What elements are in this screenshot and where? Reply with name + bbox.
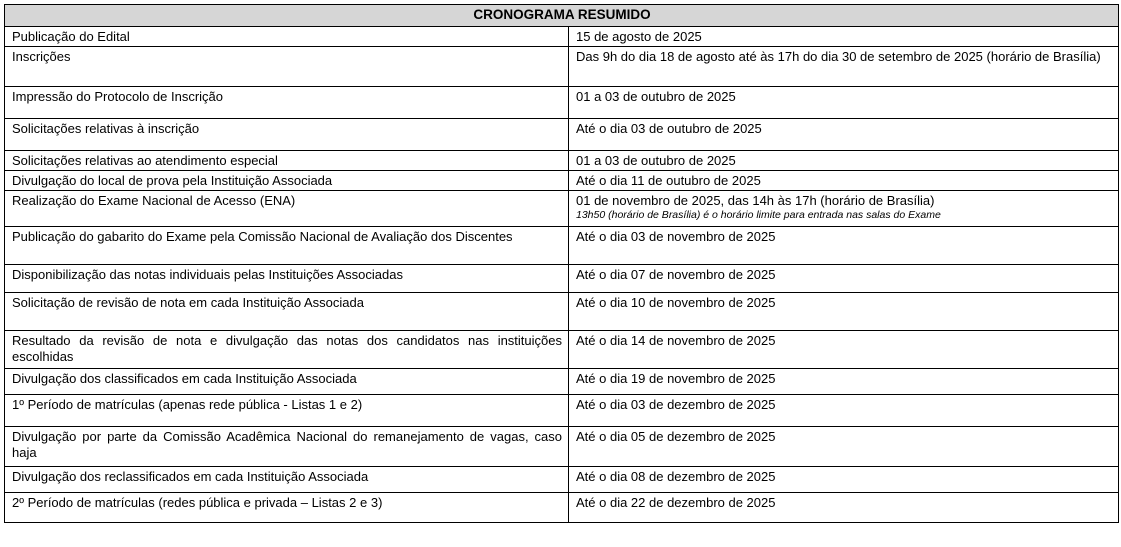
event-cell: Solicitações relativas ao atendimento especial [5, 151, 569, 171]
date-cell: 15 de agosto de 2025 [569, 27, 1119, 47]
table-title: CRONOGRAMA RESUMIDO [5, 5, 1119, 27]
table-row [5, 87, 1119, 119]
table-row [5, 467, 1119, 493]
event-cell: Divulgação dos classificados em cada Instituição Associada [5, 369, 569, 395]
date-cell: Até o dia 03 de dezembro de 2025 [569, 395, 1119, 427]
date-cell: Até o dia 07 de novembro de 2025 [569, 265, 1119, 293]
event-cell: Publicação do gabarito do Exame pela Comissão Nacional de Avaliação dos Discentes [5, 227, 569, 265]
event-cell: Disponibilização das notas individuais pelas Instituições Associadas [5, 265, 569, 293]
entry-limit-note: 13h50 (horário de Brasília) é o horário limite para entrada nas salas do Exame [576, 209, 941, 221]
date-cell: 01 a 03 de outubro de 2025 [569, 151, 1119, 171]
event-cell: Divulgação do local de prova pela Instituição Associada [5, 171, 569, 191]
event-cell: Publicação do Edital [5, 27, 569, 47]
table-row [5, 47, 1119, 87]
table-row [5, 493, 1119, 523]
date-cell: Das 9h do dia 18 de agosto até às 17h do dia 30 de setembro de 2025 (horário de Brasília) [569, 47, 1119, 87]
table-row [5, 27, 1119, 47]
table-row [5, 331, 1119, 369]
table-row [5, 191, 1119, 227]
event-cell: 2º Período de matrículas (redes pública e privada – Listas 2 e 3) [5, 493, 569, 523]
event-cell: 1º Período de matrículas (apenas rede pública - Listas 1 e 2) [5, 395, 569, 427]
table-row [5, 227, 1119, 265]
date-cell: Até o dia 10 de novembro de 2025 [569, 293, 1119, 331]
table-row [5, 151, 1119, 171]
date-cell: 01 a 03 de outubro de 2025 [569, 87, 1119, 119]
event-cell: Divulgação dos reclassificados em cada Instituição Associada [5, 467, 569, 493]
table-row [5, 369, 1119, 395]
date-cell: Até o dia 19 de novembro de 2025 [569, 369, 1119, 395]
date-cell: Até o dia 05 de dezembro de 2025 [569, 427, 1119, 467]
schedule-table [4, 4, 1119, 523]
event-cell: Divulgação por parte da Comissão Acadêmica Nacional do remanejamento de vagas, caso haja [5, 427, 569, 467]
event-cell: Resultado da revisão de nota e divulgação das notas dos candidatos nas instituições escolhidas [5, 331, 569, 369]
table-header-row [5, 5, 1119, 27]
event-cell: Inscrições [5, 47, 569, 87]
date-cell: Até o dia 03 de outubro de 2025 [569, 119, 1119, 151]
date-cell [569, 191, 1119, 227]
event-cell: Solicitação de revisão de nota em cada Instituição Associada [5, 293, 569, 331]
table-row [5, 265, 1119, 293]
date-cell: Até o dia 11 de outubro de 2025 [569, 171, 1119, 191]
table-row [5, 395, 1119, 427]
event-cell: Solicitações relativas à inscrição [5, 119, 569, 151]
date-cell: Até o dia 03 de novembro de 2025 [569, 227, 1119, 265]
table-row [5, 119, 1119, 151]
table-row [5, 427, 1119, 467]
event-cell: Impressão do Protocolo de Inscrição [5, 87, 569, 119]
table-row [5, 293, 1119, 331]
table-row [5, 171, 1119, 191]
date-cell: Até o dia 22 de dezembro de 2025 [569, 493, 1119, 523]
date-cell: Até o dia 14 de novembro de 2025 [569, 331, 1119, 369]
event-cell: Realização do Exame Nacional de Acesso (ENA) [5, 191, 569, 227]
date-text: 01 de novembro de 2025, das 14h às 17h (horário de Brasília) [576, 193, 935, 208]
date-cell: Até o dia 08 de dezembro de 2025 [569, 467, 1119, 493]
